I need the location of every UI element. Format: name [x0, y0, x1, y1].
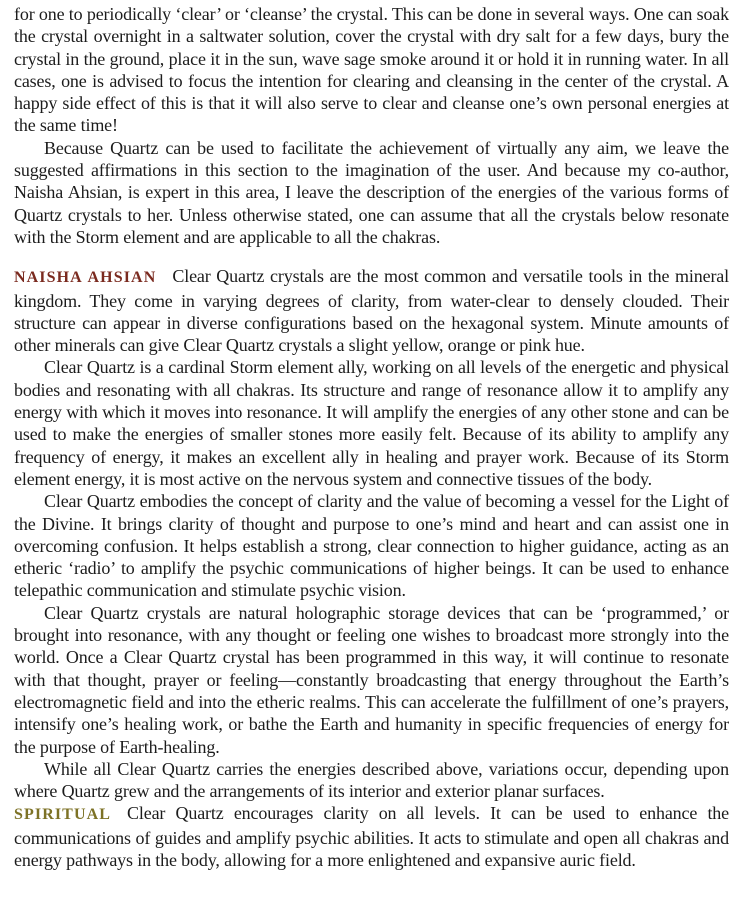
paragraph-affirmations: Because Quartz can be used to facilitate the achievement of virtually any aim, we leave the suggested affirmations in this section to the imagination of the user. And because my co-author, Naisha Ahsian, is expert in this area, I leave the description of the energies of the various forms of Quartz crystals to her. Unless otherwise stated, one can assume that all the crystals below resonate with the Storm element and are applicable to all the chakras. — [14, 137, 729, 247]
section-spiritual — [14, 802, 729, 871]
paragraph-variations: While all Clear Quartz carries the energies described above, variations occur, depending upon where Quartz grew and the arrangements of its interior and exterior planar surfaces. — [14, 758, 729, 802]
paragraph-cleansing-continuation: for one to periodically ‘clear’ or ‘cleanse’ the crystal. This can be done in several ways. One can soak the crystal overnight in a saltwater solution, cover the crystal with dry salt for a few days, bury the crystal in the ground, place it in the sun, wave sage smoke around it or hold it in running water. In all cases, one is advised to focus the intention for clearing and cleansing in the center of the crystal. A happy side effect of this is that it will also serve to clear and cleanse one’s own personal energies at the same time! — [14, 4, 729, 136]
paragraph-clarity-vessel: Clear Quartz embodies the concept of clarity and the value of becoming a vessel for the Light of the Divine. It brings clarity of thought and purpose to one’s mind and heart and can assist one in overcoming confusion. It helps establish a strong, clear connection to higher guidance, acting as an etheric ‘radio’ to amplify the psychic communications of higher beings. It can be used to enhance telepathic communication and stimulate psychic vision. — [14, 491, 729, 601]
section-spiritual-text: Clear Quartz encourages clarity on all levels. It can be used to enhance the communications of guides and amplify psychic abilities. It acts to stimulate and open all chakras and energy pathways in the body, allowing for a more enlightened and expansive auric field. — [14, 803, 729, 870]
section-naisha-ahsian — [14, 265, 729, 356]
section-label-spiritual: SPIRITUAL — [14, 806, 112, 824]
paragraph-holographic-storage: Clear Quartz crystals are natural holographic storage devices that can be ‘programmed,’ or brought into resonance, with any thought or feeling one wishes to broadcast more strongly into the world. Once a Clear Quartz crystal has been programmed in this way, it will continue to resonate with that thought, prayer or feeling—constantly broadcasting that energy throughout the Earth’s electromagnetic field and into the etheric realms. This can accelerate the fulfillment of one’s prayers, intensify one’s healing work, or bathe the Earth and humanity in specific frequencies of energy for the purpose of Earth-healing. — [14, 602, 729, 757]
section-naisha-text: Clear Quartz crystals are the most common and versatile tools in the mineral kingdom. They come in varying degrees of clarity, from water-clear to densely clouded. Their structure can appear in diverse configurations based on the hexagonal system. Minute amounts of other minerals can give Clear Quartz crystals a slight yellow, orange or pink hue. — [14, 266, 729, 356]
section-label-naisha-ahsian: NAISHA AHSIAN — [14, 269, 157, 287]
paragraph-storm-element: Clear Quartz is a cardinal Storm element ally, working on all levels of the energetic and physical bodies and resonating with all chakras. Its structure and range of resonance allow it to amplify any energy with which it moves into resonance. It will amplify the energies of any other stone and can be used to make the energies of smaller stones more easily felt. Because of its ability to amplify any frequency of energy, it makes an excellent ally in healing and prayer work. Because of its Storm element energy, it is most active on the nervous system and connective tissues of the body. — [14, 357, 729, 489]
